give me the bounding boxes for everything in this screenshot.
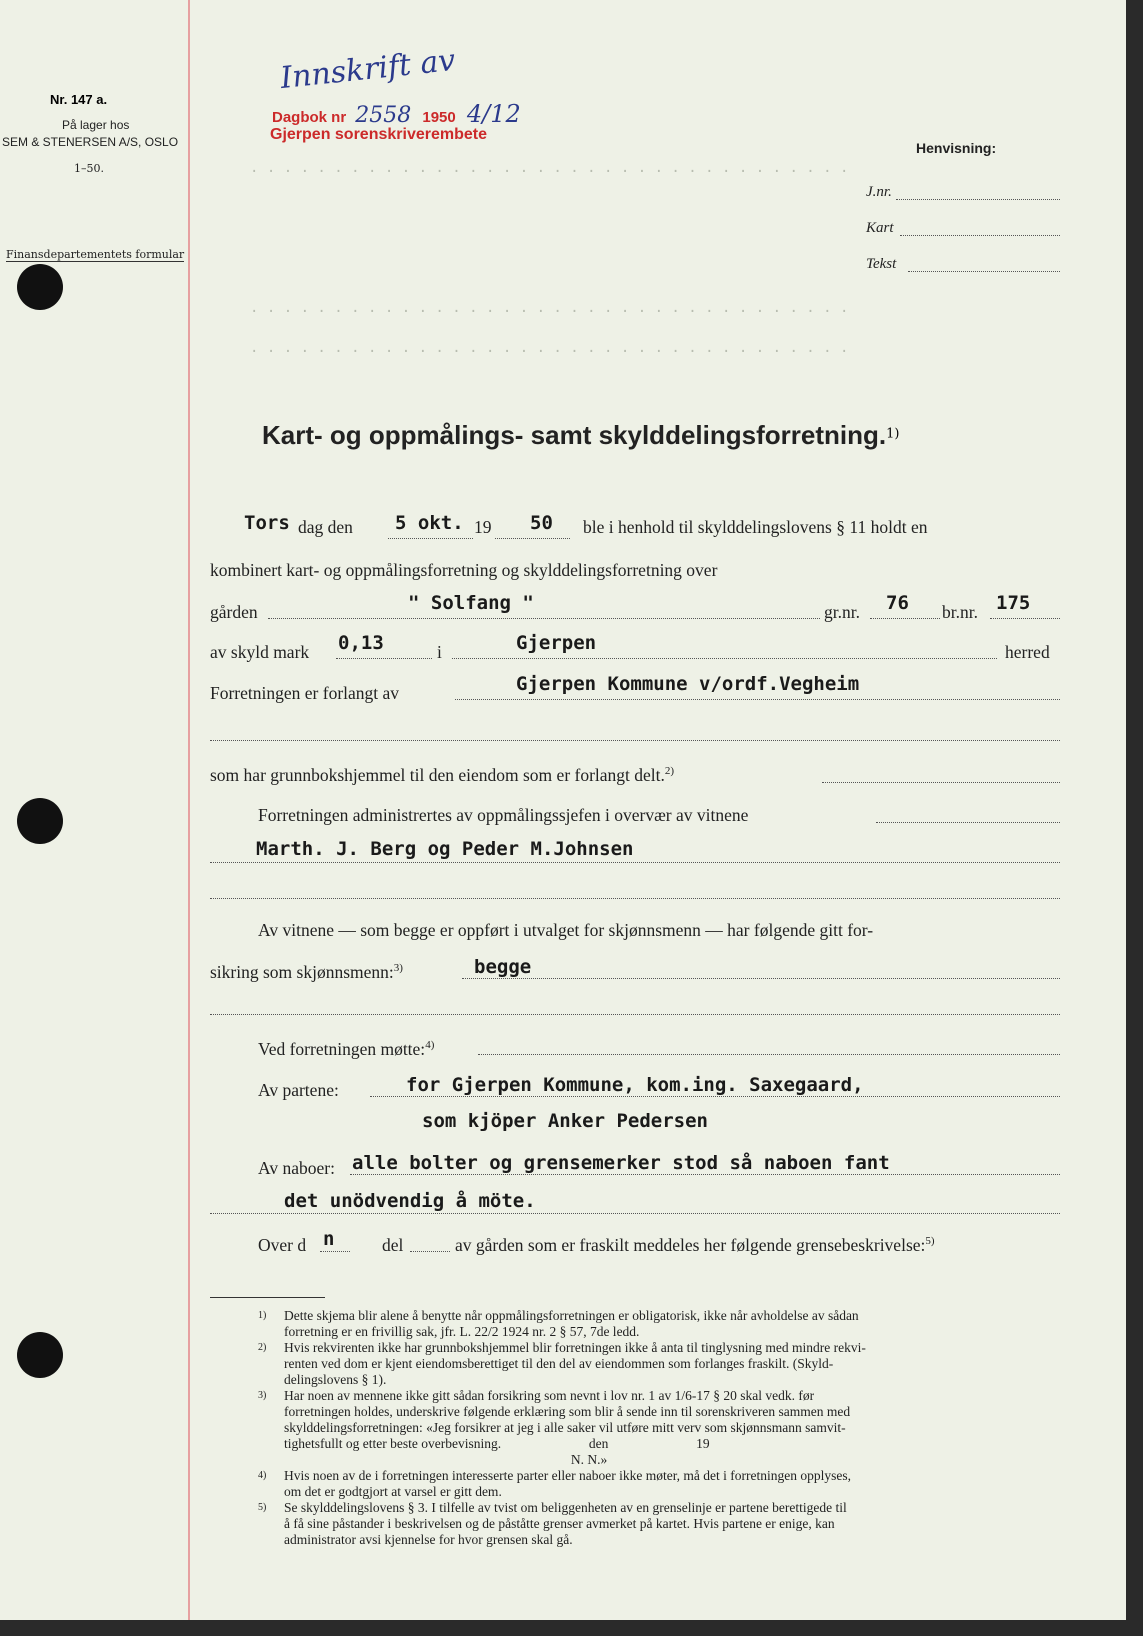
i-label: i	[437, 642, 442, 662]
requested-typed: Gjerpen Kommune v/ordf.Vegheim	[516, 673, 860, 695]
bleed-through: . . . . . . . . . . . . . . . . . . . . . . . . . . . . . . . . . . . .	[250, 160, 849, 176]
margin-line	[188, 0, 190, 1620]
diary-label: Dagbok nr	[272, 109, 347, 126]
del-label: del	[382, 1235, 404, 1255]
skyld-line	[336, 658, 432, 659]
line1-rest: ble i henhold til skylddelingslovens § 11 holdt en	[583, 517, 928, 537]
footnote-line: å få sine påstander i beskrivelsen og de påståtte grenser avmerket på kartet. Hvis partene er enige, kan	[284, 1516, 835, 1531]
bleed-through: . . . . . . . . . . . . . . . . . . . . . . . . . . . . . . . . . . . .	[250, 300, 849, 316]
over-label: Over d	[258, 1235, 307, 1255]
admin-line	[876, 822, 1060, 823]
diary-stamp	[272, 100, 521, 128]
over-rest-text: av gården som er fraskilt meddeles her følgende grensebeskrivelse:	[455, 1235, 926, 1255]
form-number: Nr. 147 a.	[50, 92, 108, 107]
witnesses-line-2	[210, 898, 1060, 899]
mote-line	[478, 1054, 1060, 1055]
vitner-line-2	[210, 1014, 1060, 1015]
ref-kart-line	[900, 235, 1060, 236]
document-title-row	[262, 420, 899, 451]
footnote-1	[258, 1308, 1058, 1340]
ref-tekst-line	[908, 271, 1060, 272]
parter-line	[370, 1096, 1060, 1097]
grnr-line	[870, 618, 940, 619]
brnr-line	[990, 618, 1060, 619]
title-footnote-ref: 1)	[886, 426, 900, 442]
vitner-footnote-ref: 3)	[393, 962, 403, 975]
footnote-line: Har noen av mennene ikke gitt sådan forsikring som nevnt i lov nr. 1 av 1/6-17 § 20 skal vedk. før	[284, 1388, 815, 1403]
footnote-line: administrator avsi kjennelse for hvor grensen skal gå.	[284, 1532, 573, 1547]
footnote-line: Hvis rekvirenten ikke har grunnbokshjemmel blir forretningen ikke å anta til tinglysning med mindre rekvi-	[284, 1340, 866, 1355]
footnote-line: tighetsfullt og etter beste overbevisning. den 19	[284, 1436, 710, 1451]
grunnbok-line	[822, 782, 1060, 783]
footnote-number: 1)	[258, 1310, 267, 1321]
naboer-line	[350, 1174, 1060, 1175]
day-typed: Tors	[244, 512, 290, 534]
requested-line	[455, 699, 1060, 700]
document-title: Kart- og oppmålings- samt skylddelingsforretning.	[262, 420, 887, 450]
footnote-line: renten ved dom er kjent eiendomsberettiget til den del av eiendommen som forlanges fraskilt. (Skyld-	[284, 1356, 834, 1371]
diary-date: 4/12	[466, 100, 521, 128]
over-rest	[455, 1235, 935, 1256]
punch-hole	[17, 1332, 63, 1378]
footnote-line: forretning er en frivillig sak, jfr. L. 22/2 1924 nr. 2 § 57, 7de ledd.	[284, 1324, 640, 1339]
herred-typed: Gjerpen	[516, 632, 597, 654]
ref-jnr-line	[896, 199, 1060, 200]
over-typed: n	[323, 1228, 335, 1250]
skyld-typed: 0,13	[338, 632, 384, 654]
witnesses-line	[210, 862, 1060, 863]
requested-label: Forretningen er forlangt av	[210, 683, 400, 703]
footnote-line: Dette skjema blir alene å benytte når oppmålingsforretningen er obligatorisk, ikke når avholdelse av sådan	[284, 1308, 859, 1323]
vitner-line1: Av vitnene — som begge er oppført i utvalget for skjønnsmenn — har følgende gitt for-	[258, 920, 874, 940]
brnr-typed: 175	[996, 592, 1031, 614]
footnotes	[258, 1308, 1058, 1548]
del-line	[410, 1251, 450, 1252]
parter-label: Av partene:	[258, 1080, 339, 1100]
footnote-4	[258, 1468, 1058, 1500]
footnote-number: 3)	[258, 1390, 267, 1401]
date-line	[388, 538, 473, 539]
date-typed: 5 okt.	[395, 512, 464, 534]
year-line	[495, 538, 570, 539]
naboer-typed-1: alle bolter og grensemerker stod så naboen fant	[352, 1152, 890, 1174]
parter-typed-2: som kjöper Anker Pedersen	[422, 1110, 708, 1132]
ref-kart: Kart	[866, 220, 894, 236]
year-typed: 50	[530, 512, 553, 534]
over-footnote-ref: 5)	[925, 1235, 935, 1248]
grnr-typed: 76	[886, 592, 909, 614]
brnr-label: br.nr.	[942, 602, 978, 622]
farm-line	[268, 618, 820, 619]
year-prefix: 19	[474, 517, 492, 537]
footnote-line: delingslovens § 1).	[284, 1372, 387, 1387]
footnote-number: 2)	[258, 1342, 267, 1353]
footnote-number: 4)	[258, 1470, 267, 1481]
footnote-5	[258, 1500, 1058, 1548]
herred-line	[452, 658, 997, 659]
vitner-line2	[210, 962, 403, 983]
mote-label	[258, 1039, 434, 1060]
mote-text: Ved forretningen møtte:	[258, 1039, 426, 1059]
ministry-label: Finansdepartementets formular	[6, 248, 185, 261]
naboer-line-2	[210, 1213, 1060, 1214]
vitner-typed: begge	[474, 956, 532, 978]
farm-label: gården	[210, 602, 258, 622]
herred-label: herred	[1005, 642, 1050, 662]
grnr-label: gr.nr.	[824, 602, 860, 622]
footnote-number: 5)	[258, 1502, 267, 1513]
office-stamp: Gjerpen sorenskriverembete	[270, 126, 487, 143]
ref-jnr: J.nr.	[866, 184, 892, 200]
reference-heading: Henvisning:	[916, 140, 997, 156]
diary-year: 1950	[422, 109, 456, 126]
form-edition: 1–50.	[74, 162, 104, 175]
grunnbok-text: som har grunnbokshjemmel til den eiendom som er forlangt delt.	[210, 765, 665, 785]
naboer-typed-2: det unödvendig å möte.	[284, 1190, 536, 1212]
farm-typed: " Solfang "	[408, 592, 534, 614]
footnote-divider	[210, 1297, 325, 1298]
parter-typed-1: for Gjerpen Kommune, kom.ing. Saxegaard,	[406, 1074, 864, 1096]
footnote-line: Hvis noen av de i forretningen interesserte parter eller naboer ikke møter, må det i forretningen opplyses,	[284, 1468, 852, 1483]
naboer-label: Av naboer:	[258, 1158, 335, 1178]
footnote-line: om det er godtgjort at varsel er gitt dem.	[284, 1484, 502, 1499]
line2-text: kombinert kart- og oppmålingsforretning og skylddelingsforretning over	[210, 560, 718, 580]
skyld-label: av skyld mark	[210, 642, 310, 662]
footnote-line: Se skylddelingslovens § 3. I tilfelle av tvist om beliggenheten av en grenselinje er partene berettigede til	[284, 1500, 847, 1515]
stock-line-1: På lager hos	[62, 118, 130, 132]
punch-hole	[17, 264, 63, 310]
stock-line-2: SEM & STENERSEN A/S, OSLO	[2, 135, 179, 149]
vitner-text: sikring som skjønnsmenn:	[210, 962, 394, 982]
footnote-line: skylddelingsforretningen: «Jeg forsikrer at jeg i alle saker vil utføre mitt verv som skjønnsmann samvit-	[284, 1420, 846, 1435]
diary-number: 2558	[355, 103, 412, 128]
day-label: dag den	[298, 517, 353, 537]
footnote-line: forretningen holdes, underskrive følgende erklæring som blir å sende inn til sorenskriveren sammen med	[284, 1404, 851, 1419]
footnote-line: N. N.»	[284, 1452, 608, 1467]
ref-tekst: Tekst	[866, 256, 897, 272]
grunnbok-label	[210, 765, 674, 786]
witnesses-typed: Marth. J. Berg og Peder M.Johnsen	[256, 838, 634, 860]
punch-hole	[17, 798, 63, 844]
footnote-2	[258, 1340, 1058, 1388]
vitner-line	[462, 978, 1060, 979]
footnote-3	[258, 1388, 1058, 1468]
over-line	[320, 1251, 350, 1252]
mote-footnote-ref: 4)	[425, 1039, 435, 1052]
requested-line-2	[210, 740, 1060, 741]
handwritten-note: Innskrift av	[278, 42, 457, 97]
grunnbok-footnote-ref: 2)	[664, 765, 675, 778]
admin-label: Forretningen administrertes av oppmålingssjefen i overvær av vitnene	[258, 805, 749, 825]
bleed-through: . . . . . . . . . . . . . . . . . . . . . . . . . . . . . . . . . . . .	[250, 340, 849, 356]
